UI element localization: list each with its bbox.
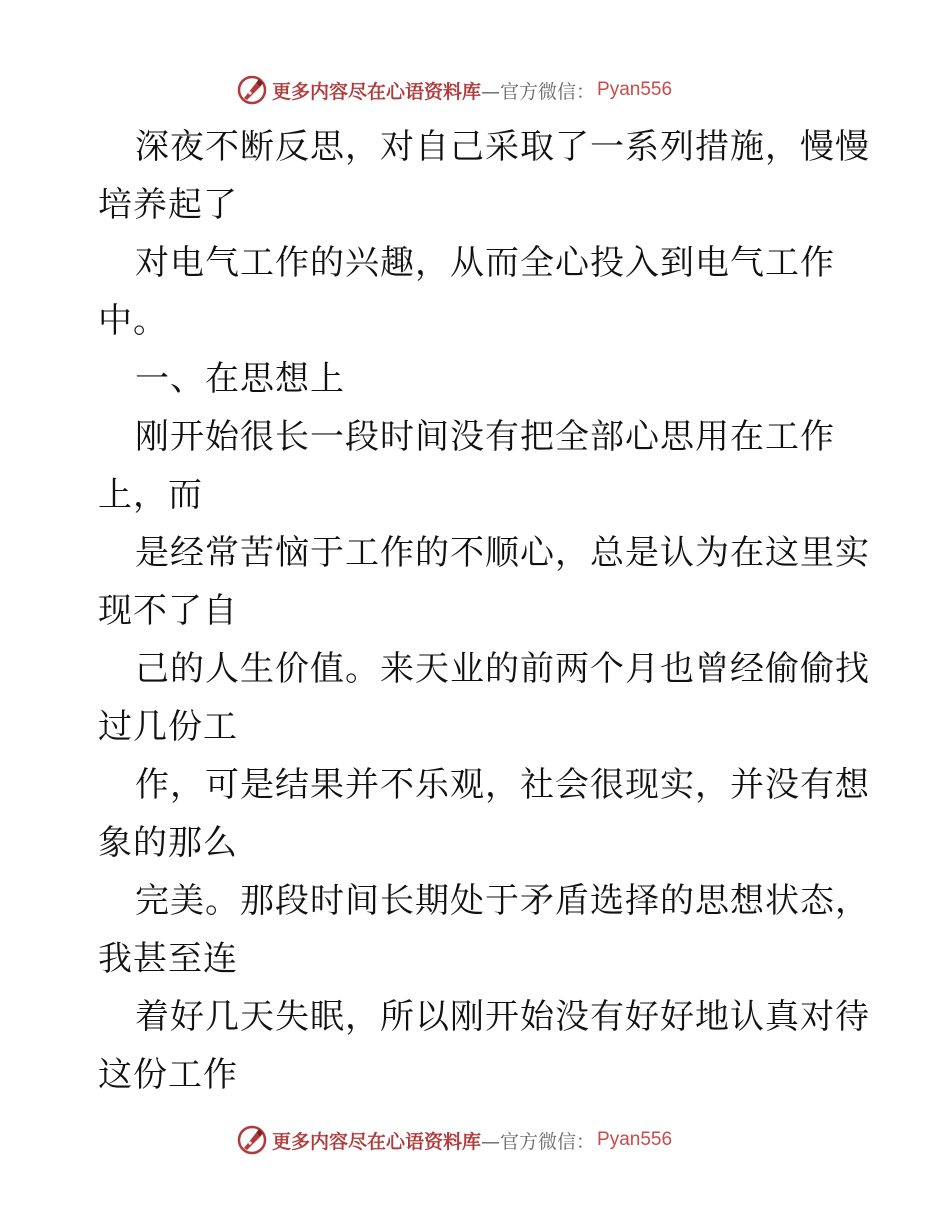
text-line: 是经常苦恼于工作的不顺心，总是认为在这里实: [135, 533, 870, 573]
text-line: 刚开始很长一段时间没有把全部心思用在工作: [135, 417, 835, 457]
pen-nib-logo-icon: [236, 74, 268, 106]
text-line: 我甚至连: [98, 939, 238, 979]
banner-title: 更多内容尽在心语资料库: [272, 1130, 482, 1153]
text-line: 己的人生价值。来天业的前两个月也曾经偷偷找: [135, 649, 870, 689]
banner-wechat-id: Pyan556: [597, 1129, 673, 1150]
banner-wechat-id: Pyan556: [597, 79, 673, 100]
pen-nib-logo-icon: [236, 1124, 268, 1156]
banner-official-label: —官方微信：: [481, 1130, 596, 1153]
section-heading: 一、在思想上: [135, 359, 345, 399]
text-line: 过几份工: [98, 707, 238, 747]
footer-banner: [236, 1122, 672, 1158]
text-line: 培养起了: [98, 185, 238, 225]
text-line: 现不了自: [98, 591, 238, 631]
text-line: 着好几天失眠，所以刚开始没有好好地认真对待: [135, 997, 870, 1037]
text-line: 完美。那段时间长期处于矛盾选择的思想状态，: [135, 881, 870, 921]
banner-official-label: —官方微信：: [481, 80, 596, 103]
text-line: 中。: [98, 301, 168, 341]
text-line: 作，可是结果并不乐观，社会很现实，并没有想: [135, 765, 870, 805]
text-line: 象的那么: [98, 823, 238, 863]
text-line: 深夜不断反思，对自己采取了一系列措施，慢慢: [135, 127, 870, 167]
document-body: [98, 118, 870, 1104]
banner-title: 更多内容尽在心语资料库: [272, 80, 482, 103]
text-line: 这份工作: [98, 1055, 238, 1095]
text-line: 上，而: [98, 475, 203, 515]
text-line: 对电气工作的兴趣，从而全心投入到电气工作: [135, 243, 835, 283]
header-banner: [236, 72, 672, 108]
